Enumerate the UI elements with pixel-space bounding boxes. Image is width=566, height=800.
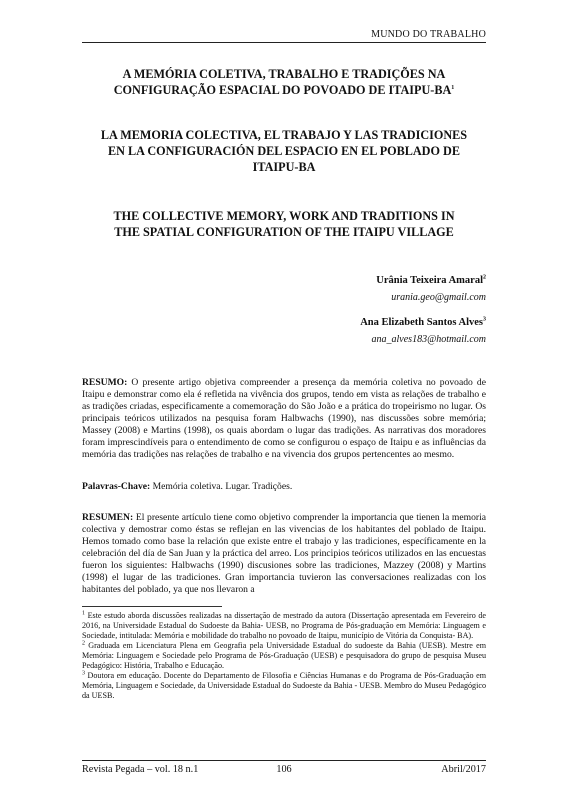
footer-date: Abril/2017 xyxy=(441,764,486,775)
footnote-3 xyxy=(82,671,486,701)
title-pt-line2-wrap xyxy=(82,82,486,98)
footnote-mark: 2 xyxy=(82,640,85,647)
title-spanish xyxy=(82,127,486,175)
author-email[interactable]: ana_alves183@hotmail.com xyxy=(371,334,486,345)
author-footnote-ref[interactable]: 3 xyxy=(483,316,486,323)
resumen-text: El presente artículo tiene como objetivo comprender la importancia que tienen la memoria colectiva y demostrar como éstas se reflejan en las vivencias de los habitantes del poblado de Itaipu. Hemos tomado como base la relación que existe entre el trabajo y las tradiciones, específicamente en la celebración del día de San Juan y la práctica del arreo. Los principios teóricos utilizados en las encuestas fueron los siguientes: Halbwachs (1990) discusiones sobre las tradiciones, Mazzey (2008) y Martins (1998) el lugar de las tradiciones. Gran importancia tuvieron las conversaciones realizadas con los habitantes del poblado, ya que nos llevaron a xyxy=(82,512,487,595)
author-2 xyxy=(360,317,486,345)
journal-section: MUNDO DO TRABALHO xyxy=(371,29,486,40)
author-1 xyxy=(376,275,486,303)
resumo-paragraph xyxy=(82,377,486,461)
footnote-mark: 1 xyxy=(82,610,85,617)
author-name xyxy=(360,317,486,328)
footnote-mark: 3 xyxy=(82,670,85,677)
title-footnote-ref[interactable]: 1 xyxy=(451,84,455,91)
title-pt-line1: A MEMÓRIA COLETIVA, TRABALHO E TRADIÇÕES NA xyxy=(122,67,446,81)
footnote-text: Graduada em Licenciatura Plena em Geografia pela Universidade Estadual do sudoeste da Bahia (UESB). Mestre em Memória: Linguagem e Sociedade pelo Programa de Pós-Graduação (UESB) e pesquisadora do grupo de pesquisa Museu Pedagógico: História, Trabalho e Educação. xyxy=(82,641,486,670)
footnote-text: Doutora em educação. Docente do Departamento de Filosofia e Ciências Humanas e do Programa de Pós-Graduação em Memória, Linguagem e Sociedade, da Universidade Estadual do Sudoeste da Bahia - UESB. Membro do Museu Pedagógico da UESB. xyxy=(82,671,486,700)
footnote-2 xyxy=(82,641,486,671)
page-footer xyxy=(82,760,486,775)
author-name xyxy=(376,275,486,286)
footer-page-number: 106 xyxy=(276,764,292,775)
title-pt-line2: CONFIGURAÇÃO ESPACIAL DO POVOADO DE ITAIPU-BA xyxy=(113,83,452,97)
resumo-label: RESUMO: xyxy=(82,377,128,388)
resumen-paragraph xyxy=(82,512,486,596)
author-name-text: Urânia Teixeira Amaral xyxy=(376,275,483,286)
footer-journal: Revista Pegada – vol. 18 n.1 xyxy=(82,764,199,775)
footnotes xyxy=(82,611,486,701)
resumen-label: RESUMEN: xyxy=(82,512,134,523)
author-footnote-ref[interactable]: 2 xyxy=(483,274,486,281)
author-email[interactable]: urania.geo@gmail.com xyxy=(391,292,486,303)
footnote-text: Este estudo aborda discussões realizadas na dissertação de mestrado da autora (Dissertação apresentada em Fevereiro de 2016, na Universidade Estadual do Sudoeste da Bahia- UESB, no Programa de Pós-graduação em Memória: Linguagem e Sociedade, intitulada: Memória e mobilidade do trabalho no povoado de Itaipu, município de Vitória da Conquista- BA). xyxy=(82,611,486,640)
resumo-text: O presente artigo objetiva compreender a presença da memória coletiva no povoado de Itaipu e demonstrar como ela é refletida na vivência dos grupos, tendo em vista as relações de trabalho e as tradições criadas, especificamente a comemoração do São João e a prática do tropeirismo no lugar. Os principais teóricos utilizados na pesquisa foram Halbwachs (1990), nas discussões sobre memória; Massey (2008) e Martins (1998), os quais abordam o lugar das tradições. As narrativas dos moradores foram imprescindíveis para o entendimento de como se configurou o espaço de Itaipu e as influências da memória das tradições nas relações de trabalho e na vivencia dos grupos pertencentes ao mesmo. xyxy=(82,377,486,460)
footnote-divider xyxy=(82,606,222,607)
title-es-line3: ITAIPU-BA xyxy=(252,160,316,174)
title-en-line1: THE COLLECTIVE MEMORY, WORK AND TRADITIONS IN xyxy=(113,209,455,223)
keywords-text: Memória coletiva. Lugar. Tradições. xyxy=(152,481,293,492)
running-header xyxy=(82,29,486,43)
keywords-label: Palavras-Chave: xyxy=(82,481,151,492)
keywords-paragraph xyxy=(82,481,486,493)
title-english xyxy=(82,208,486,240)
title-portuguese xyxy=(82,66,486,98)
title-es-line1: LA MEMORIA COLECTIVA, EL TRABAJO Y LAS TRADICIONES xyxy=(100,128,468,142)
author-name-text: Ana Elizabeth Santos Alves xyxy=(360,317,483,328)
footnote-1 xyxy=(82,611,486,641)
title-en-line2: THE SPATIAL CONFIGURATION OF THE ITAIPU VILLAGE xyxy=(114,225,454,239)
title-es-line2: EN LA CONFIGURACIÓN DEL ESPACIO EN EL POBLADO DE xyxy=(108,144,460,158)
